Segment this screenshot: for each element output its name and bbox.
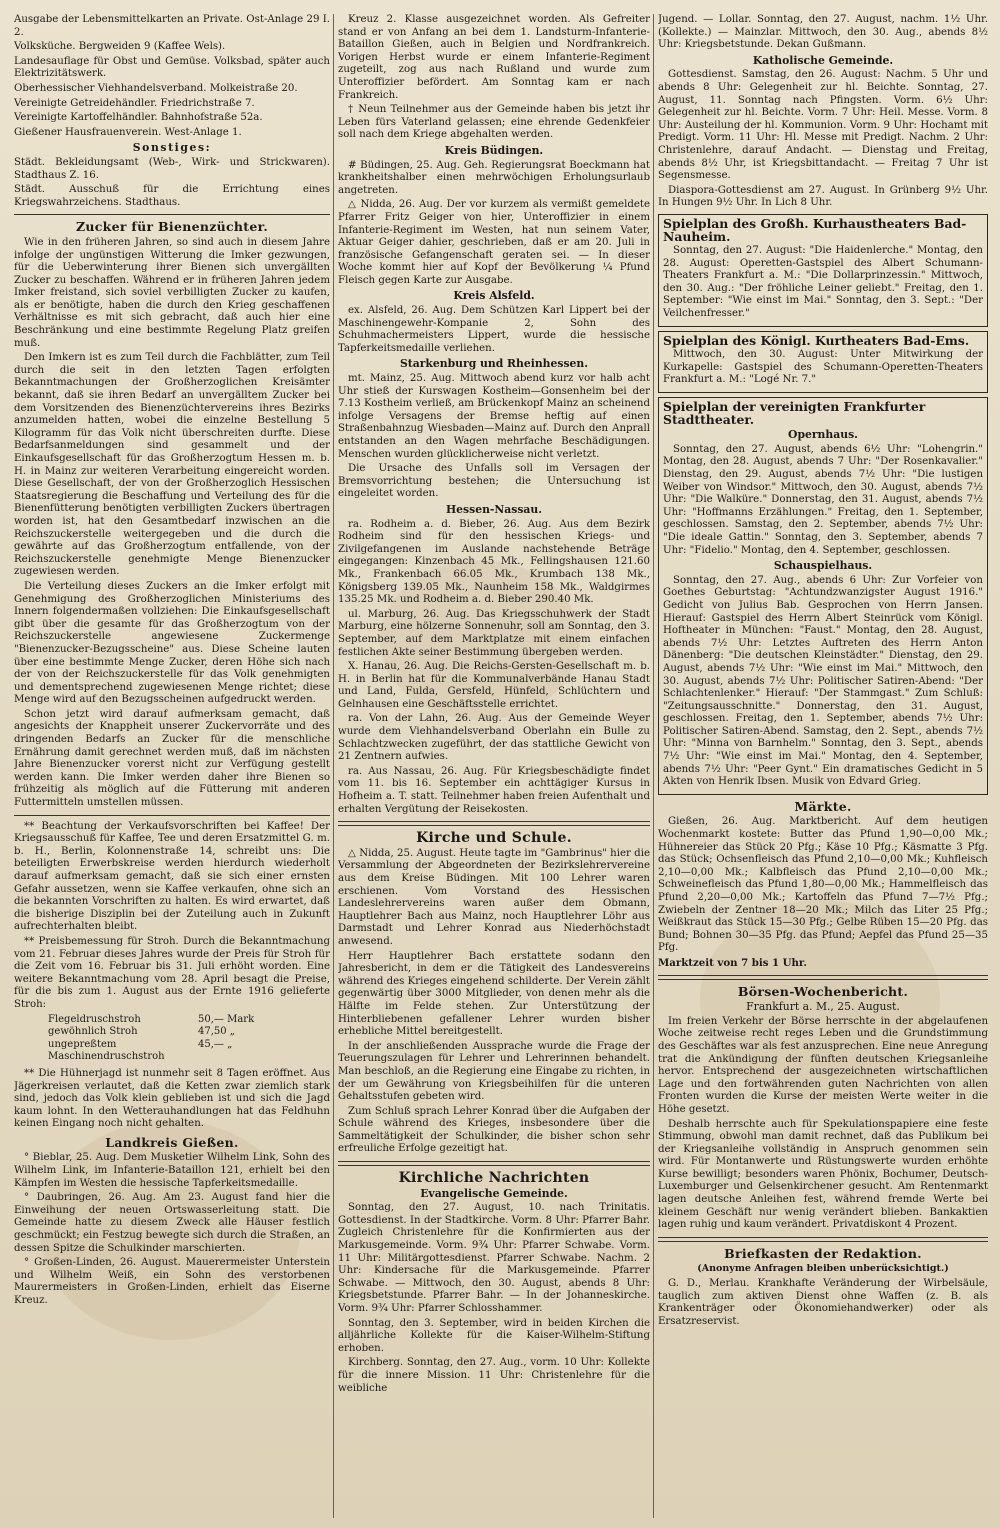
venue-heading-schauspielhaus: Schauspielhaus. xyxy=(773,559,873,573)
column-rule xyxy=(653,14,654,1518)
article-heading-kirchliche-nachrichten: Kirchliche Nachrichten xyxy=(398,1170,590,1187)
article-paragraph: Die Verteilung dieses Zuckers an die Imker erfolgt mit Genehmigung des Großherzoglichen Ministeriums des Innern folgendermaßen vollziehen: Die Einkaufsgesellschaft gibt über die gesamte für das Großherzogtum von der Reichszuckerstelle angewiesene Zuckermenge "Bienenzucker-Bezugsscheine" aus. Diese Scheine lauten über eine bestimmte Menge Zucker, deren Höhe sich nach der von der Reichszuckerstelle für das Volk genehmigten und dementsprechend zugewiesenen Menge richtet; diese Menge wird auf den Bezugsscheinen aufgedruckt werden. xyxy=(14,580,330,706)
article-paragraph: † Neun Teilnehmer aus der Gemeinde haben bis jetzt ihr Leben fürs Vaterland gelassen; eine ehrende Gedenkfeier soll nach dem Kriege abgehalten werden. xyxy=(338,104,650,141)
article-paragraph: Den Imkern ist es zum Teil durch die Fachblätter, zum Teil durch die seit in den letzten Tagen erfolgten Bekanntmachungen der Großherzoglichen Kreisämter bekannt, daß sie ihren Bedarf an unvergälltem Zucker bei dem Vorsitzenden des Bienenzüchtervereins ihres Bezirks anzumelden hatten, wobei die einzelne Bestellung 5 Kilogramm für das Volk nicht überschreiten durfte. Diese Bedarfsanmeldungen sind gesammelt und der Einkaufsgesellschaft für das Großherzogtum Hessen m. b. H. in Mainz zur weiteren Verarbeitung eingereicht worden. Diese Gesellschaft, der von der Großherzoglich Hessischen Staatsregierung die Beschaffung und Verteilung des für die Bienenfütterung benötigten verbilligten Zuckers übertragen worden ist, hat den Gesamtbedarf inzwischen an die Reichszuckerstelle weitergegeben und die durch die gewährte auf das Großherzogtum entfallende, von der Reichszuckerstelle genehmigte Menge Bienenzucker zugewiesen werden. xyxy=(14,352,330,578)
article-heading-briefkasten: Briefkasten der Redaktion. xyxy=(724,1245,922,1261)
article-heading-kirche-schule: Kirche und Schule. xyxy=(416,830,572,847)
article-paragraph: Sonntag, den 27. August, 10. nach Trinitatis. Gottesdienst. In der Stadtkirche. Vorm. 8 Uhr: Pfarrer Bahr. Zugleich Christenlehre für die Konfirmierten aus der Markusgemeinde. Vorm. 9¾ Uhr: Pfarrer Schwabe. Vorm. 11 Uhr: Militärgottesdienst. Pfarrer Schwabe. Nachm. 2 Uhr: Kindersache für die Markusgemeinde. Pfarrer Schwabe. — Mittwoch, den 30. August, abends 8 Uhr: Kriegsbetstunde. Pfarrer Bahr. — In der Johanneskirche. Vorm. 9¾ Uhr: Pfarrer Schlosshammer. xyxy=(338,1202,650,1314)
article-paragraph: ° Großen-Linden, 26. August. Mauerermeister Unterstein und Wilhelm Weiß, ein Sohn des verstorbenen Maurermeisters in Großen-Linden, erhielt das Eiserne Kreuz. xyxy=(14,1257,330,1306)
article-paragraph: X. Hanau, 26. Aug. Die Reichs-Gersten-Gesellschaft m. b. H. in Berlin hat für die Kommunalverbände Hanau Stadt und Land, Fulda, Gersfeld, Hünfeld, Schlüchtern und Gelnhausen eine Geschäftsstelle errichtet. xyxy=(338,661,650,710)
article-paragraph: ra. Von der Lahn, 26. Aug. Aus der Gemeinde Weyer wurde dem Viehhandelsverband Oberlahn ein Bulle zu Schlachtzwecken zugeführt, der das stattliche Gewicht von 21 Zentnern aufwies. xyxy=(338,713,650,763)
column-2 xyxy=(338,14,650,1518)
article-paragraph: ** Beachtung der Verkaufsvorschriften bei Kaffee! Der Kriegsausschuß für Kaffee, Tee und deren Ersatzmittel G. m. b. H., Berlin, Kolonnenstraße 14, schreibt uns: Die beteiligten Erwerbskreise werden hierdurch wiederholt darauf aufmerksam gemacht, daß sie sich einer ernsten Gefahr aussetzen, wenn sie Kaffee verkaufen, ohne sich an die bekannten Vorschriften zu halten. Es wird erwartet, daß die bisherige Disziplin bei der Zuteilung auch in Zukunft aufrechterhalten bleibt. xyxy=(14,820,330,933)
article-paragraph: # Büdingen, 25. Aug. Geh. Regierungsrat Boeckmann hat krankheitshalber einen mehrwöchigen Erholungsurlaub angetreten. xyxy=(338,159,650,196)
list-item: Oberhessischer Viehhandelsverband. Molkeistraße 20. xyxy=(14,82,298,94)
article-paragraph: Die Ursache des Unfalls soll im Versagen der Bremsvorrichtung bestehen; die Untersuchung ist eingeleitet worden. xyxy=(338,463,650,500)
article-paragraph: ex. Alsfeld, 26. Aug. Dem Schützen Karl Lippert bei der Maschinengewehr-Kompanie 2, Sohn des Schuhmachermeisters Lippert, wurde die hessische Tapferkeitsmedaille verliehen. xyxy=(338,305,650,354)
list-item: Ausgabe der Lebensmittelkarten an Private. Ost-Anlage 29 I. 2. xyxy=(14,14,330,38)
theater-schedule: Mittwoch, den 30. August: Unter Mitwirkung der Kurkapelle: Gastspiel des Schumann-Operetten-Theaters Frankfurt a. M.: "Logé Nr. 7." xyxy=(663,349,983,386)
divider xyxy=(658,1237,988,1242)
article-paragraph: Jugend. — Lollar. Sonntag, den 27. August, nachm. 1½ Uhr. (Kollekte.) — Mainzlar. Mittwoch, den 30. Aug., abends 8½ Uhr: Kriegsbetstunde. Dekan Gußmann. xyxy=(658,14,988,51)
list-item: Städt. Bekleidungsamt (Web-, Wirk- und Strickwaren). Stadthaus Z. 16. xyxy=(14,156,330,181)
article-paragraph: Wie in den früheren Jahren, so sind auch in diesem Jahre infolge der ungünstigen Witterung die Imker gezwungen, für die Ueberwinterung ihrer Bienen sich unvergällten Zucker zu beschaffen. Während er in früheren Jahren jedem Imker freistand, sich soviel verbilligten Zucker zu kaufen, als er benötigte, haben die durch den Krieg geschaffenen Verhältnisse es mit sich gebracht, daß auch hier eine Beschränkung und eine bestimmte Regelung Platz greifen muß. xyxy=(14,236,330,349)
section-heading-buedingen: Kreis Büdingen. xyxy=(444,143,544,157)
article-paragraph: ** Preisbemessung für Stroh. Durch die Bekanntmachung vom 21. Februar dieses Jahres wurde der Preis für Stroh für die Zeit vom 16. Februar bis 31. Juli erhöht worden. Eine weitere Bekanntmachung vom 28. April besagt die Preise, für die bis zum 1. August aus der Ernte 1916 gelieferte Stroh: xyxy=(14,935,330,1010)
article-paragraph: ul. Marburg, 26. Aug. Das Kriegsschuhwerk der Stadt Marburg, eine hölzerne Sonnenuhr, soll am Sonntag, den 3. September, auf dem Marktplatze mit einem einfachen festlichen Akte seiner Bestimmung übergeben werden. xyxy=(338,608,650,658)
section-heading-hessen-nassau: Hessen-Nassau. xyxy=(445,502,543,516)
column-1 xyxy=(14,14,330,1518)
straw-price-table xyxy=(48,1014,330,1064)
divider xyxy=(338,821,650,826)
article-heading-maerkte: Märkte. xyxy=(794,798,852,814)
dateline: Frankfurt a. M., 25. August. xyxy=(746,1000,900,1014)
article-paragraph: Diaspora-Gottesdienst am 27. August. In Grünberg 9½ Uhr. In Hungen 9½ Uhr. In Lich 8 Uhr. xyxy=(658,184,988,209)
section-heading-landkreis: Landkreis Gießen. xyxy=(105,1134,239,1150)
divider xyxy=(14,214,330,215)
divider xyxy=(338,1161,650,1166)
article-paragraph: Kirchberg. Sonntag, den 27. Aug., vorm. 10 Uhr: Kollekte für die innere Mission. 11 Uhr: Christenlehre für die weibliche xyxy=(338,1357,650,1394)
article-paragraph: Zum Schluß sprach Lehrer Konrad über die Aufgaben der Schule während des Krieges, insbesondere über die Sammeltätigkeit der Schulkinder, die bisher schon sehr erfreuliche Erfolge gezeitigt hat. xyxy=(338,1105,650,1155)
article-heading-boersen: Börsen-Wochenbericht. xyxy=(737,983,909,999)
theater-box-frankfurt xyxy=(658,397,988,795)
article-paragraph: △ Nidda, 25. August. Heute tagte im "Gambrinus" hier die Versammlung der Abgeordneten der Bezirkslehrervereine aus dem Kreise Büdingen. Mit 100 Lehrer waren erschienen. Vom Vorstand des Hessischen Landeslehrervereins waren außer dem Obmann, Hauptlehrer Bach aus Mainz, noch Hauptlehrer Löhr aus Darmstadt und Lehrer Konrad aus Niederhöchstadt anwesend. xyxy=(338,847,650,947)
article-paragraph: Gießen, 26. Aug. Marktbericht. Auf dem heutigen Wochenmarkt kostete: Butter das Pfund 1,90—0,00 Mk.; Hühnereier das Stück 20 Pfg.; Käse 10 Pfg.; Käsmatte 3 Pfg. das Stück; Ochsenfleisch das Pfund 2,10—0,00 Mk.; Kuhfleisch 2,10—0,00 Mk.; Kalbfleisch das Pfund 2,10—0,00 Mk.; Schweinefleisch das Pfund 1,80—0,00 Mk.; Hammelfleisch das Pfund 2,20—0,00 Mk.; Kartoffeln das Pfund 7—7½ Pfg.; Zwiebeln der Zentner 18—20 Mk.; Milch das Liter 25 Pfg.; Weißkraut das Stück 15—30 Pfg.; Gelbe Rüben 15—20 Pfg. das Bund; Bohnen 30—35 Pfg. das Pfund; Aepfel das Pfund 25—35 Pfg. xyxy=(658,816,988,954)
article-paragraph: ° Daubringen, 26. Aug. Am 23. August fand hier die Einweihung der neuen Ortswasserleitung statt. Die Gemeinde hatte zu diesem Zweck alle Häuser festlich geschmückt; ein Festzug bewegte sich durch die Straßen, an dessen Spitze die Schulkinder marschierten. xyxy=(14,1192,330,1254)
section-heading-alsfeld: Kreis Alsfeld. xyxy=(453,289,535,303)
article-paragraph: G. D., Merlau. Krankhafte Veränderung der Wirbelsäule, tauglich zum aktiven Dienst ohne Waffen (z. B. als Krankenträger oder Ökonomiehandwerker) oder als Ersatzreservist. xyxy=(658,1278,988,1327)
divider xyxy=(14,815,330,816)
article-paragraph: ra. Aus Nassau, 26. Aug. Für Kriegsbeschädigte findet vom 11. bis 16. September ein achttägiger Kursus in Hofheim a. T. statt. Teilnehmer haben freien Aufenthalt und erhalten Vergütung der Reisekosten. xyxy=(338,765,650,815)
table-row: ungepreßtem Maschinendruschstroh 45,— „ xyxy=(48,1038,233,1063)
article-heading-zucker: Zucker für Bienenzüchter. xyxy=(75,219,269,235)
theater-box-ems xyxy=(658,331,988,393)
divider xyxy=(658,975,988,980)
table-row: Flegeldruschstroh 50,— Mark xyxy=(48,1013,255,1025)
section-heading-starkenburg: Starkenburg und Rheinhessen. xyxy=(399,357,589,371)
article-paragraph: Sonntag, den 3. September, wird in beiden Kirchen die alljährliche Kollekte für die Kaiser-Wilhelm-Stiftung erhoben. xyxy=(338,1317,650,1354)
section-heading-evangelische: Evangelische Gemeinde. xyxy=(420,1186,568,1200)
column-3 xyxy=(658,14,988,1518)
section-heading-katholische: Katholische Gemeinde. xyxy=(752,53,894,67)
theater-schedule: Sonntag, den 27. August, abends 6½ Uhr: "Lohengrin." Montag, den 28. August, abends 7 Uhr: "Der Rosenkavalier." Dienstag, den 29. August, abends 7½ Uhr: "Die lustigen Weiber von Windsor." Mittwoch, den 30. August, abends 7½ Uhr: "Die Walküre." Donnerstag, den 31. August, abends 7½ Uhr: "Hoffmanns Erzählungen." Freitag, den 1. September, geschlossen. Samstag, den 2. September, abends 7½ Uhr: "Die ideale Gattin." Sonntag, den 3. September, abends 7 Uhr: "Fidelio." Montag, den 4. September, geschlossen. xyxy=(663,443,983,556)
article-paragraph: Kreuz 2. Klasse ausgezeichnet worden. Als Gefreiter stand er von Anfang an bei dem 1. Landsturm-Infanterie-Bataillon Gießen, auch in Belgien und Nordfrankreich. Vorigen Herbst wurde er einem Infanterie-Regiment zugeteilt, zog aus nach Rußland und wurde zum Unteroffizier befördert. Am Sonntag kam er nach Frankreich. xyxy=(338,14,650,101)
list-item: Vereinigte Kartoffelhändler. Bahnhofstraße 52a. xyxy=(14,112,263,124)
list-item: Gießener Hausfrauenverein. West-Anlage 1. xyxy=(14,126,242,138)
column-rule xyxy=(333,14,334,1518)
list-item: Landesauflage für Obst und Gemüse. Volksbad, später auch Elektrizitätswerk. xyxy=(14,55,330,80)
article-paragraph: Im freien Verkehr der Börse herrschte in der abgelaufenen Woche zeitweise recht reges Leben und die Grundstimmung des Geschäftes war als fest anzusprechen. Eine neue Anregung trat die Ankündigung der fünften deutschen Kriegsanleihe hervor. Entsprechend der ausgezeichneten wirtschaftlichen Lage und den fortwährenden guten Nachrichten von allen Fronten wurden die Kurse der meisten Werte weiter in die Höhe gesetzt. xyxy=(658,1015,988,1115)
briefkasten-note: (Anonyme Anfragen bleiben unberücksichtigt.) xyxy=(697,1263,949,1275)
theater-schedule: Sonntag, den 27. Aug., abends 6 Uhr: Zur Vorfeier von Goethes Geburtstag: "Achtundzwanzigster August 1916." Gedicht von Julius Bab. Gesprochen von Herrn Jansen. Hierauf: Gastspiel des Herrn Albert Steinrück vom Königl. Hoftheater in München: "Faust." Montag, den 28. August, abends 7½ Uhr: Letztes Auftreten des Herrn Anton Dänenberg: "Die deutschen Kleinstädter." Dienstag, den 29. August, abends 7½ Uhr: "Wie einst im Mai." Mittwoch, den 30. August, abends 7½ Uhr: Politischer Satiren-Abend: "Der Schlachtenlenker." Hierauf: "Der Stammgast." Zum Schluß: "Zeitungsausschnitte." Donnerstag, den 31. August, geschlossen. Freitag, den 1. September, abends 7½ Uhr: Politischer Satiren-Abend. Samstag, den 2. Sept., abends 7½ Uhr: "Minna von Barnhelm." Sonntag, den 3. Sept., abends 7½ Uhr: "Wie einst im Mai." Montag, den 4. September, abends 7½ Uhr: "Peer Gynt." Ein dramatisches Gedicht in 5 Akten von Henrik Ibsen. Musik von Edvard Grieg. xyxy=(663,574,983,788)
theater-title: Spielplan des Königl. Kurtheaters Bad-Ems. xyxy=(663,332,970,348)
article-paragraph: Schon jetzt wird darauf aufmerksam gemacht, daß angesichts der Knappheit unserer Zuckervorräte und des dringenden Bedarfs an Zucker für die menschliche Ernährung damit gerechnet werden muß, daß im nächsten Jahre Bienenzucker vorerst nicht zur Verfügung gestellt werden kann. Die Imker werden daher ihre Bienen so frühzeitig als möglich auf die Fütterung mit anderen Futtermitteln umstellen müssen. xyxy=(14,708,330,809)
section-heading-sonstiges: Sonstiges: xyxy=(132,141,212,155)
article-paragraph: Gottesdienst. Samstag, den 26. August: Nachm. 5 Uhr und abends 8 Uhr: Gelegenheit zur hl. Beichte. Sonntag, 27. August, 11. Sonntag nach Pfingsten. Vorm. 6½ Uhr: Gelegenheit zur hl. Beichte. Vorm. 7 Uhr: Heil. Messe. Vorm. 8 Uhr: Austeilung der hl. Kommunion. Vorm. 9 Uhr: Hochamt mit Predigt. Vorm. 11 Uhr: Hl. Messe mit Predigt. Nachm. 2 Uhr: Christenlehre, darauf Andacht. — Dienstag und Freitag, abends 8½ Uhr, ist Kriegsbittandacht. — Freitag 7 Uhr ist Segensmesse. xyxy=(658,69,988,182)
article-paragraph: ° Bieblar, 25. Aug. Dem Musketier Wilhelm Link, Sohn des Wilhelm Link, im Infanterie-Bataillon 121, erhielt bei den Kämpfen im Westen die hessische Tapferkeitsmedaille. xyxy=(14,1152,330,1189)
article-paragraph: ra. Rodheim a. d. Bieber, 26. Aug. Aus dem Bezirk Rodheim sind für den hessischen Kriegs- und Zivilgefangenen im Auslande nachstehende Beträge eingegangen: Kinzenbach 45 Mk., Fellingshausen 121.60 Mk., Frankenbach 66.05 Mk., Krumbach 138 Mk., Königsberg 139.05 Mk., Naunheim 158 Mk., Waldgirmes 135.25 Mk. und Rodheim a. d. Bieber 290.40 Mk. xyxy=(338,518,650,606)
theater-box-nauheim xyxy=(658,214,988,327)
article-paragraph: △ Nidda, 26. Aug. Der vor kurzem als vermißt gemeldete Pfarrer Fritz Geiger von hier, Unteroffizier in einem Infanterie-Regiment im Westen, hat nun seinem Vater, Aktuar Geiger dahier, geschrieben, daß er am 20. Juli in französische Gefangenschaft geraten sei. — In dieser Woche kommt hier auf Kopf der Bevölkerung ¼ Pfund Fleisch gegen Karte zur Ausgabe. xyxy=(338,199,650,286)
theater-title: Spielplan des Großh. Kurhaustheaters Bad-Nauheim. xyxy=(663,215,967,244)
article-paragraph: In der anschließenden Aussprache wurde die Frage der Teuerungszulagen für Lehrer und Lehrerinnen behandelt. Man beschloß, an die Regierung eine Eingabe zu richten, in der um Gewährung von Kriegsbeihilfen für die unteren Gehaltsstufen gebeten wird. xyxy=(338,1040,650,1103)
article-paragraph: Deshalb herrschte auch für Spekulationspapiere eine feste Stimmung, obwohl man damit rechnet, daß das Publikum bei der Kriegsanleihe vollständig in Anspruch genommen sein wird. Für Montanwerte und Rüstungswerte wurden erhöhte Kurse bewilligt; besonders waren Phönix, Bochumer, Deutsch-Luxemburger und Gelsenkirchener gesucht. Am Rentenmarkt lagen deutsche Anleihen fest, während fremde Werte bei kleinem Geschäft nur wenig verändert blieben. Bankaktien lagen ruhig und kaum verändert. Privatdiskont 4 Prozent. xyxy=(658,1118,988,1231)
theater-title: Spielplan der vereinigten Frankfurter Stadttheater. xyxy=(663,399,926,427)
list-item: Städt. Ausschuß für die Errichtung eines Kriegswahrzeichens. Stadthaus. xyxy=(14,184,330,208)
table-row: gewöhnlich Stroh 47,50 „ xyxy=(48,1026,235,1038)
market-hours: Marktzeit von 7 bis 1 Uhr. xyxy=(658,956,807,969)
list-item: Volksküche. Bergweiden 9 (Kaffee Wels). xyxy=(14,41,226,53)
article-paragraph: Herr Hauptlehrer Bach erstattete sodann den Jahresbericht, in dem er die Tätigkeit des Landesvereins während des Krieges eingehend schilderte. Der Verein zählt gegenwärtig über 3000 Mitglieder, von denen mehr als die Hälfte im Felde stehen. Zur Unterstützung der Hinterbliebenen gefallener Lehrer wurden bisher erhebliche Mittel bereitgestellt. xyxy=(338,950,650,1038)
list-item: Vereinigte Getreidehändler. Friedrichstraße 7. xyxy=(14,97,255,109)
article-paragraph: ** Die Hühnerjagd ist nunmehr seit 8 Tagen eröffnet. Aus Jägerkreisen verlautet, daß die Ketten zwar ziemlich stark sind, jedoch das Volk klein geblieben ist und sich die Jagd kaum lohnt. In den Wetterauhandlungen hat das Feldhuhn keinen Eingang noch nicht gehalten. xyxy=(14,1067,330,1130)
venue-heading-opernhaus: Opernhaus. xyxy=(788,428,858,442)
article-paragraph: mt. Mainz, 25. Aug. Mittwoch abend kurz vor halb acht Uhr stieß der Kurswagen Kostheim—Gonsenheim bei der 7.13 Kostheim verließ, am Brückenkopf Mainz an scheinend infolge Versagens der Bremse heftig auf einen Straßenbahnzug Wiesbaden—Mainz auf. Durch den Anprall entstanden an den Wagen mehrfache Beschädigungen. Menschen wurden glücklicherweise nicht verletzt. xyxy=(338,373,650,460)
office-list xyxy=(14,14,330,139)
theater-schedule: Sonntag, den 27. August: "Die Haidenlerche." Montag, den 28. August: Operetten-Gastspiel des Albert Schumann-Theaters Frankfurt a. M.: "Die Dollarprinzessin." Mittwoch, den 30. Aug.: "Der fröhliche Leiner geliebt." Freitag, den 1. September: "Wie einst im Mai." Sonntag, den 3. Sept.: "Der Veilchenfresser." xyxy=(663,245,983,320)
